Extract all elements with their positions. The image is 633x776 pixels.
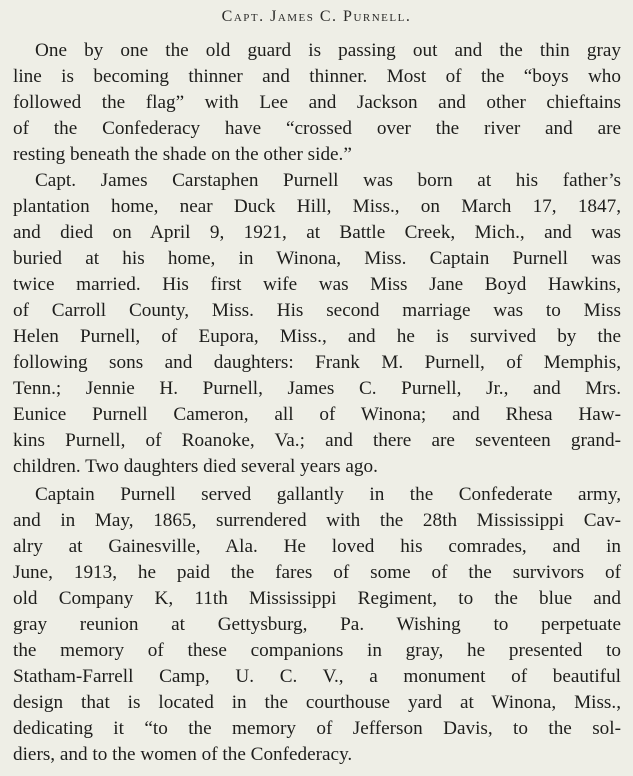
- paragraph-2-line-8: following sons and daughters: Frank M. Purnell, of Memphis,: [13, 352, 621, 373]
- paragraph-3-line-7: the memory of these companions in gray, he presented to: [13, 640, 621, 661]
- paragraph-3-line-11: diers, and to the women of the Confederacy.: [13, 744, 353, 765]
- paragraph-1-line-1: One by one the old guard is passing out and the thin gray: [35, 40, 621, 61]
- paragraph-3-line-4: June, 1913, he paid the fares of some of the survivors of: [13, 562, 621, 583]
- paragraph-2-line-5: twice married. His first wife was Miss Jane Boyd Hawkins,: [13, 274, 621, 295]
- paragraph-2-line-1: Capt. James Carstaphen Purnell was born at his father’s: [35, 170, 621, 191]
- paragraph-1-line-2: line is becoming thinner and thinner. Most of the “boys who: [13, 66, 621, 87]
- paragraph-2-line-9: Tenn.; Jennie H. Purnell, James C. Purnell, Jr., and Mrs.: [13, 378, 621, 399]
- paragraph-2-line-11: kins Purnell, of Roanoke, Va.; and there are seventeen grand-: [13, 430, 621, 451]
- paragraph-2-line-6: of Carroll County, Miss. His second marriage was to Miss: [13, 300, 621, 321]
- paragraph-3-line-6: gray reunion at Gettysburg, Pa. Wishing to perpetuate: [13, 614, 621, 635]
- paragraph-2-line-10: Eunice Purnell Cameron, all of Winona; and Rhesa Haw-: [13, 404, 621, 425]
- paragraph-3-line-3: alry at Gainesville, Ala. He loved his comrades, and in: [13, 536, 621, 557]
- article-title: Capt. James C. Purnell.: [221, 8, 412, 25]
- paragraph-3-line-9: design that is located in the courthouse yard at Winona, Miss.,: [13, 692, 621, 713]
- paragraph-1-line-5: resting beneath the shade on the other side.”: [13, 144, 352, 165]
- paragraph-2-line-2: plantation home, near Duck Hill, Miss., on March 17, 1847,: [13, 196, 621, 217]
- paragraph-3-line-1: Captain Purnell served gallantly in the Confederate army,: [35, 484, 621, 505]
- paragraph-2-line-12: children. Two daughters died several years ago.: [13, 456, 378, 477]
- paragraph-1-line-4: of the Confederacy have “crossed over the river and are: [13, 118, 621, 139]
- paragraph-3-line-2: and in May, 1865, surrendered with the 28th Mississippi Cav-: [13, 510, 621, 531]
- paragraph-1-line-3: followed the flag” with Lee and Jackson and other chieftains: [13, 92, 621, 113]
- paragraph-3-line-10: dedicating it “to the memory of Jefferson Davis, to the sol-: [13, 718, 621, 739]
- paragraph-3-line-5: old Company K, 11th Mississippi Regiment, to the blue and: [13, 588, 621, 609]
- paragraph-2-line-3: and died on April 9, 1921, at Battle Creek, Mich., and was: [13, 222, 621, 243]
- paragraph-3-line-8: Statham-Farrell Camp, U. C. V., a monument of beautiful: [13, 666, 621, 687]
- paragraph-2-line-7: Helen Purnell, of Eupora, Miss., and he is survived by the: [13, 326, 621, 347]
- paragraph-2-line-4: buried at his home, in Winona, Miss. Captain Purnell was: [13, 248, 621, 269]
